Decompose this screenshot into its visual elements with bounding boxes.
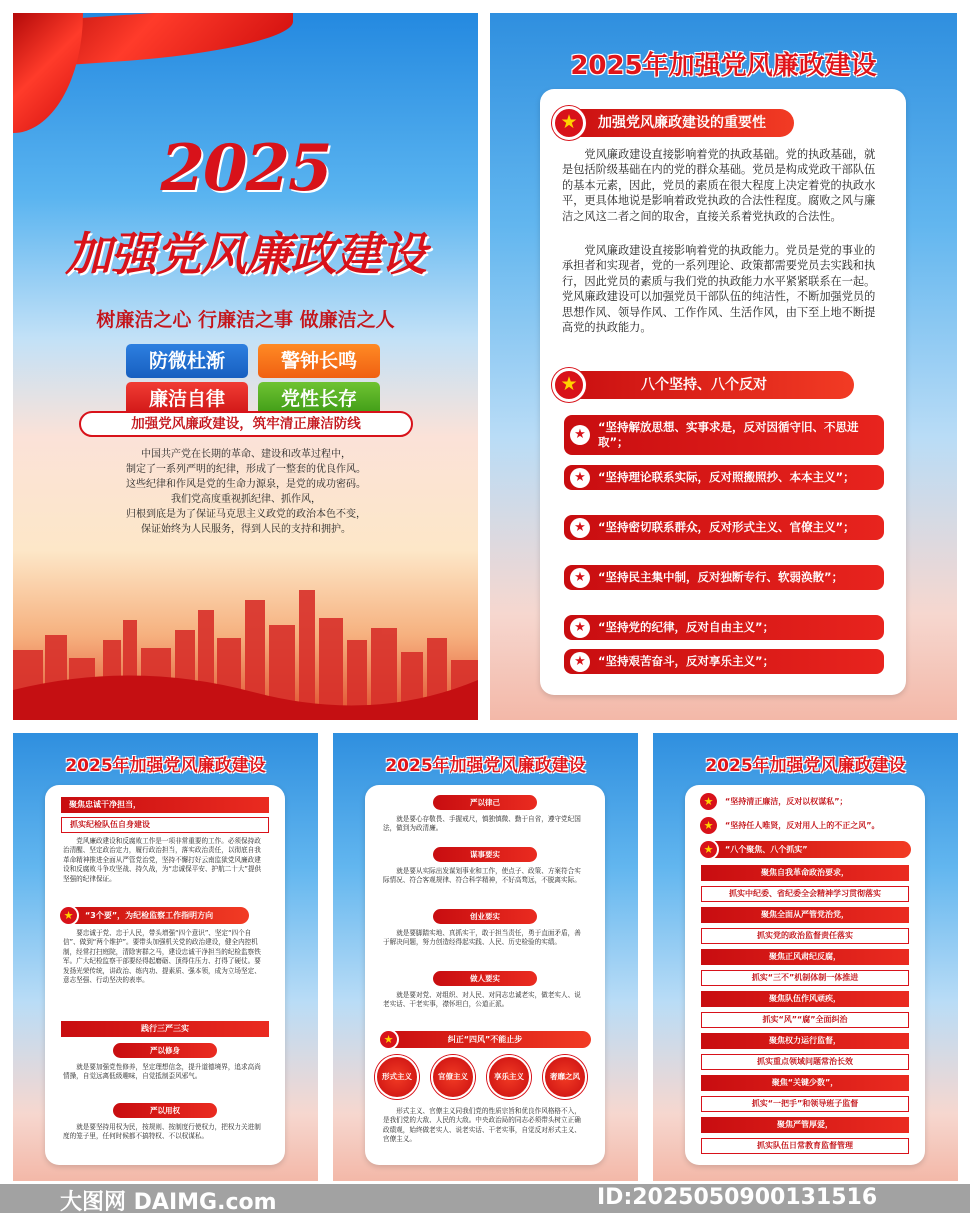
poster-eight-focus [653, 733, 958, 1181]
section-title: “八个聚焦、八个抓实” [725, 845, 808, 854]
list-item: 聚焦队伍作风顽疾， [701, 991, 909, 1007]
headline-calligraphy: 加强党风廉政建设 [65, 227, 426, 281]
chip: 严以用权 [113, 1103, 217, 1118]
star-icon: ★ [698, 791, 719, 812]
section-title: 加强党风廉政建设的重要性 [598, 115, 766, 131]
content-card [685, 785, 925, 1165]
intro-line: 制定了一系列严明的纪律，形成了一整套的优良作风。 [126, 464, 366, 475]
intro-line: 保证始终为人民服务，得到人民的支持和拥护。 [141, 524, 351, 535]
body-text: 党风廉政建设和反腐败工作是一项非常重要的工作。必须保持政治清醒、坚定政治定力，履行政治担当，落实政治责任，以彻底自我革命精神推进全面从严管党治党，坚持不懈打好云南监狱党风廉政建设和反腐败斗争攻坚战、持久战，为“忠诚保平安、护航二十大”提供坚强的纪律保证。 [63, 837, 262, 883]
star-icon: ★ [698, 839, 719, 860]
star-icon: ★ [58, 905, 79, 926]
list-item: 抓实党的政治监督责任落实 [701, 928, 909, 944]
star-icon: ★ [570, 468, 590, 488]
list-item: 聚焦全面从严管党治党， [701, 907, 909, 923]
watermark-logo: 大图网 DAIMG.com [60, 1190, 277, 1213]
list-item: 聚焦自我革命政治要求， [701, 865, 909, 881]
red-ribbon-corner [13, 13, 83, 133]
list-item: 抓实中纪委、省纪委全会精神学习贯彻落实 [701, 886, 909, 902]
paragraph: 党风廉政建设直接影响着党的执政能力。党员是党的事业的承担者和实现者，党的一系列理论、政策都需要党员去实践和执行，因此党员的素质与我们党的执政能力水平紧紧联系在一起。党风廉政建设可以加强党员干部队伍的纯洁性，不断加强党员的思想作风、领导作风、工作作风、生活作风，由下至上地不断提高党的执政能力。 [562, 244, 876, 335]
section-header [554, 371, 854, 399]
list-item [564, 515, 884, 540]
year-calligraphy: 2025 [160, 131, 331, 206]
red-bar: 践行三严三实 [61, 1021, 269, 1037]
list-item: 抓实“一把手”和领导班子监督 [701, 1096, 909, 1112]
city-skyline [13, 580, 478, 720]
chip: 做人要实 [433, 971, 537, 986]
body-text: 就是要加强党性修养，坚定理想信念，提升道德境界，追求高尚情操，自觉远离低级趣味，自觉抵制歪风邪气。 [63, 1063, 261, 1081]
item-text: “坚持解放思想、实事求是，反对因循守旧、不思进取”； [598, 420, 859, 449]
poster-title: 2025年加强党风廉政建设 [65, 756, 266, 776]
item-text: “坚持密切联系群众，反对形式主义、官僚主义”； [598, 520, 855, 534]
section-title: 八个坚持、八个反对 [641, 377, 767, 393]
poster-title: 2025年加强党风廉政建设 [705, 756, 906, 776]
item-text: “坚持艰苦奋斗，反对享乐主义”； [598, 654, 775, 668]
chip: 创业要实 [433, 909, 537, 924]
star-icon: ★ [570, 425, 590, 445]
star-icon: ★ [552, 368, 586, 402]
body-text: 要忠诚于党、忠于人民，带头增强“四个意识”、坚定“四个自信”、做到“两个维护”。要带头加强机关党的政治建设，健全内控机制，经常打扫庭院，清除害群之马，建设忠诚干净担当的纪检监察铁军。广大纪检监察干部要经得起磨砺、顶得住压力、打得了硬仗。要发扬光荣传统，讲政治、练内功、提素质、强本领，成为立场坚定、意志坚强、行动坚决的表率。 [63, 929, 261, 985]
list-item: 聚焦正风肃纪反腐， [701, 949, 909, 965]
tag-2: 警钟长鸣 [258, 344, 380, 378]
content-card [365, 785, 605, 1165]
list-item: 聚焦权力运行监督， [701, 1033, 909, 1049]
list-item: 抓实队伍日常教育监督管理 [701, 1138, 909, 1154]
intro-line: 这些纪律和作风是党的生命力源泉，是党的成功密码。 [126, 479, 366, 490]
star-icon: ★ [570, 618, 590, 638]
list-item [564, 415, 884, 455]
list-item: 聚焦严管厚爱， [701, 1117, 909, 1133]
section-title: “坚持任人唯贤，反对用人上的不正之风”。 [725, 821, 880, 830]
section-title: 纠正“四风”不能止步 [447, 1035, 523, 1044]
poster-title: 2025年加强党风廉政建设 [570, 51, 877, 81]
poster-three-stricts [333, 733, 638, 1181]
star-icon: ★ [570, 518, 590, 538]
list-item [564, 615, 884, 640]
tag-1: 防微杜渐 [126, 344, 248, 378]
slogan: 树廉洁之心 行廉洁之事 做廉洁之人 [96, 309, 395, 331]
tag-3: 廉洁自律 [126, 382, 248, 416]
section-header [554, 109, 794, 137]
section-title: “3个要”，为纪检监察工作指明方向 [85, 911, 214, 920]
item-text: “坚持理论联系实际，反对照搬照抄、本本主义”； [598, 470, 855, 484]
watermark-id: ID:2025050900131516 [597, 1185, 878, 1210]
poster-importance [490, 13, 957, 720]
body-text: 就是要心存敬畏、手握戒尺，慎独慎微、勤于自省，遵守党纪国法，做到为政清廉。 [383, 815, 581, 833]
section-header [699, 841, 911, 858]
poster-cover [13, 13, 478, 720]
star-icon: ★ [570, 568, 590, 588]
body-text: 就是要坚持用权为民，按规则、按制度行使权力，把权力关进制度的笼子里，任何时候都不搞特权、不以权谋私。 [63, 1123, 261, 1141]
body-text: 形式主义、官僚主义同我们党的性质宗旨和优良作风格格不入，是我们党的大敌、人民的大敌。中央政治局的同志必须带头树立正确政绩观，始终做老实人、说老实话、干老实事，自觉反对形式主义、官僚主义。 [383, 1107, 581, 1144]
banner: 加强党风廉政建设，筑牢清正廉洁防线 [79, 411, 413, 437]
list-item: 抓实重点领域问题常治长效 [701, 1054, 909, 1070]
body-text: 就是要脚踏实地、真抓实干，敢于担当责任，勇于直面矛盾，善于解决问题，努力创造经得起实践、人民、历史检验的实绩。 [383, 929, 581, 947]
list-item [564, 465, 884, 490]
chip: 严以律己 [433, 795, 537, 810]
star-icon: ★ [378, 1029, 399, 1050]
item-text: “坚持民主集中制，反对独断专行、软弱涣散”； [598, 570, 844, 584]
circle-badge: 奢靡之风 [543, 1055, 587, 1099]
tag-4: 党性长存 [258, 382, 380, 416]
star-icon: ★ [552, 106, 586, 140]
intro-line: 中国共产党在长期的革命、建设和改革过程中， [141, 449, 351, 460]
content-card [540, 89, 906, 695]
poster-discipline [13, 733, 318, 1181]
red-bar: 聚焦忠诚干净担当， [61, 797, 269, 813]
list-item: 抓实“三不”机制体制一体推进 [701, 970, 909, 986]
circle-badge: 享乐主义 [487, 1055, 531, 1099]
paragraph: 党风廉政建设直接影响着党的执政基础。党的执政基础，就是包括阶级基础在内的党的群众基础。党员是构成党政干部队伍的基本元素，因此，党员的素质在很大程度上决定着党的执政水平，更具体地说是影响着政党执政的合法性程度。腐败之风与廉洁之风这二者之间的取舍，直接关系着党执政的合法性。 [562, 148, 876, 223]
body-text: 就是要从实际出发谋划事业和工作，使点子、政策、方案符合实际情况、符合客观规律、符合科学精神，不好高骛远，不脱离实际。 [383, 867, 581, 885]
intro-line: 我们党高度重视抓纪律、抓作风， [171, 494, 321, 505]
chip: 谋事要实 [433, 847, 537, 862]
list-item: 聚焦“关键少数”， [701, 1075, 909, 1091]
star-icon: ★ [570, 652, 590, 672]
content-card [45, 785, 285, 1165]
chip: 严以修身 [113, 1043, 217, 1058]
list-item: 抓实“风”“腐”全面纠治 [701, 1012, 909, 1028]
section-title: “坚持清正廉洁，反对以权谋私”； [725, 797, 848, 806]
section-header [699, 793, 911, 810]
intro-text [93, 447, 399, 537]
circle-badge: 形式主义 [375, 1055, 419, 1099]
section-header [379, 1031, 591, 1048]
section-header [59, 907, 249, 924]
section-header [699, 817, 911, 834]
list-item [564, 565, 884, 590]
outline-bar: 抓实纪检队伍自身建设 [61, 817, 269, 833]
circle-badge: 官僚主义 [431, 1055, 475, 1099]
intro-line: 归根到底是为了保证马克思主义政党的政治本色不变， [126, 509, 366, 520]
star-icon: ★ [698, 815, 719, 836]
item-text: “坚持党的纪律，反对自由主义”； [598, 620, 775, 634]
body-text: 就是要对党、对组织、对人民、对同志忠诚老实，做老实人、说老实话、干老实事，襟怀坦白，公道正派。 [383, 991, 581, 1009]
list-item [564, 649, 884, 674]
poster-title: 2025年加强党风廉政建设 [385, 756, 586, 776]
